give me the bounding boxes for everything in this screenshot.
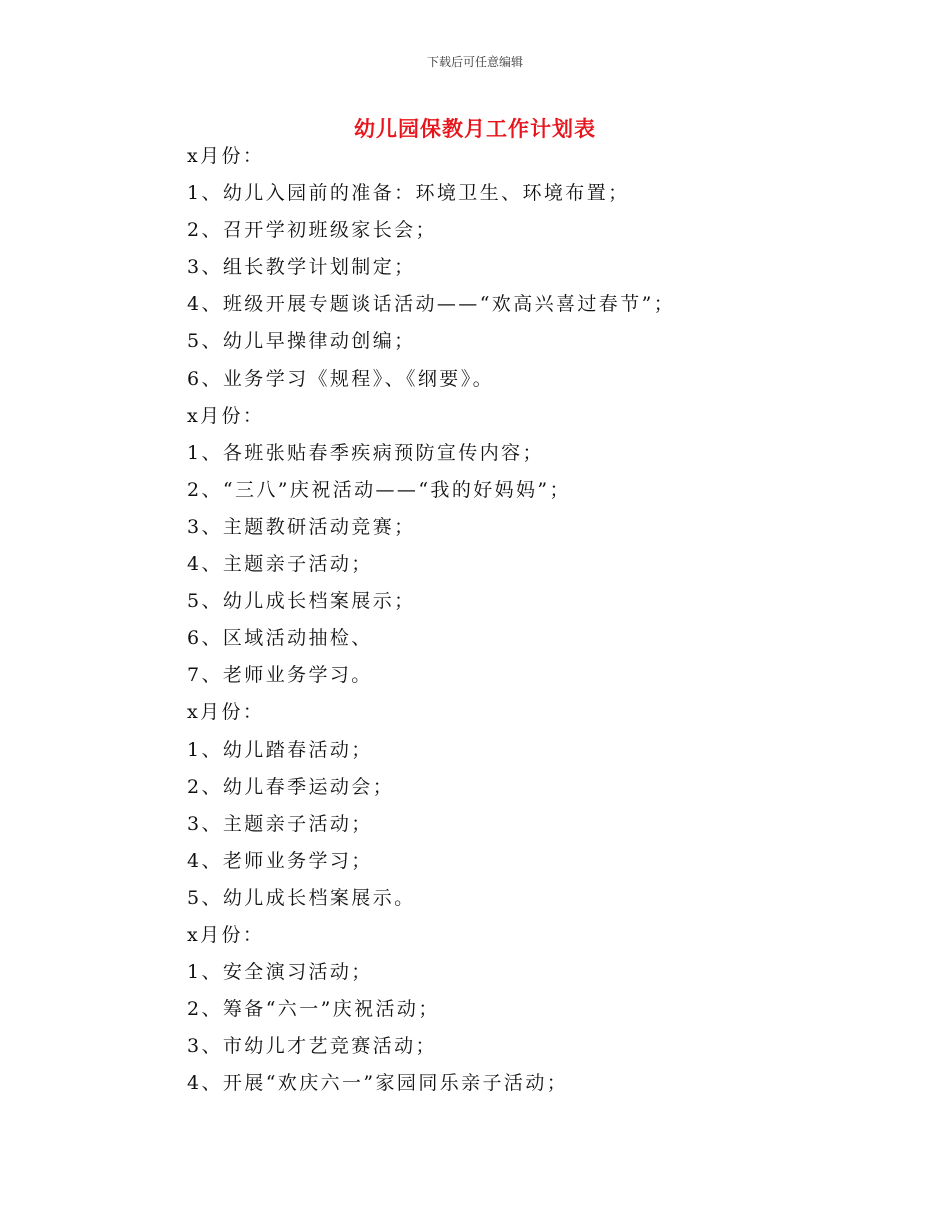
- plan-line: x月份：: [187, 145, 265, 167]
- plan-line: 3、市幼儿才艺竞赛活动；: [187, 1035, 437, 1058]
- plan-line: 1、幼儿入园前的准备：环境卫生、环境布置；: [187, 182, 630, 205]
- plan-line: 6、区域活动抽检、: [187, 627, 373, 650]
- plan-line: 3、主题亲子活动；: [187, 812, 373, 835]
- plan-line: 1、幼儿踏春活动；: [187, 738, 373, 761]
- header-note: 下载后可任意编辑: [426, 55, 523, 69]
- plan-line: 2、筹备“六一”庆祝活动；: [187, 998, 440, 1021]
- plan-line: 2、召开学初班级家长会；: [187, 219, 437, 242]
- plan-line: 2、幼儿春季运动会；: [187, 775, 395, 798]
- plan-content: [187, 138, 907, 1102]
- plan-line: 5、幼儿成长档案展示；: [187, 590, 416, 613]
- plan-line: 3、主题教研活动竞赛；: [187, 515, 416, 538]
- plan-line: x月份：: [187, 404, 265, 427]
- plan-line: x月份：: [187, 701, 265, 724]
- plan-line: 5、幼儿早操律动创编；: [187, 330, 416, 353]
- document-title: 幼儿园保教月工作计划表: [354, 117, 596, 141]
- plan-line: 4、主题亲子活动；: [187, 553, 373, 576]
- plan-line: 4、班级开展专题谈话活动——“欢高兴喜过春节”；: [187, 293, 676, 316]
- plan-line: 5、幼儿成长档案展示。: [187, 886, 416, 909]
- plan-line: 3、组长教学计划制定；: [187, 256, 416, 279]
- plan-line: 6、业务学习《规程》、《纲要》。: [187, 367, 494, 390]
- plan-line: 4、老师业务学习；: [187, 849, 373, 872]
- plan-line: 1、各班张贴春季疾病预防宣传内容；: [187, 441, 544, 464]
- plan-line: 1、安全演习活动；: [187, 961, 373, 984]
- plan-line: x月份：: [187, 923, 265, 946]
- plan-line: 7、老师业务学习。: [187, 664, 373, 687]
- plan-line: 2、“三八”庆祝活动——“我的好妈妈”；: [187, 478, 571, 501]
- plan-line: 4、开展“欢庆六一”家园同乐亲子活动；: [187, 1072, 569, 1095]
